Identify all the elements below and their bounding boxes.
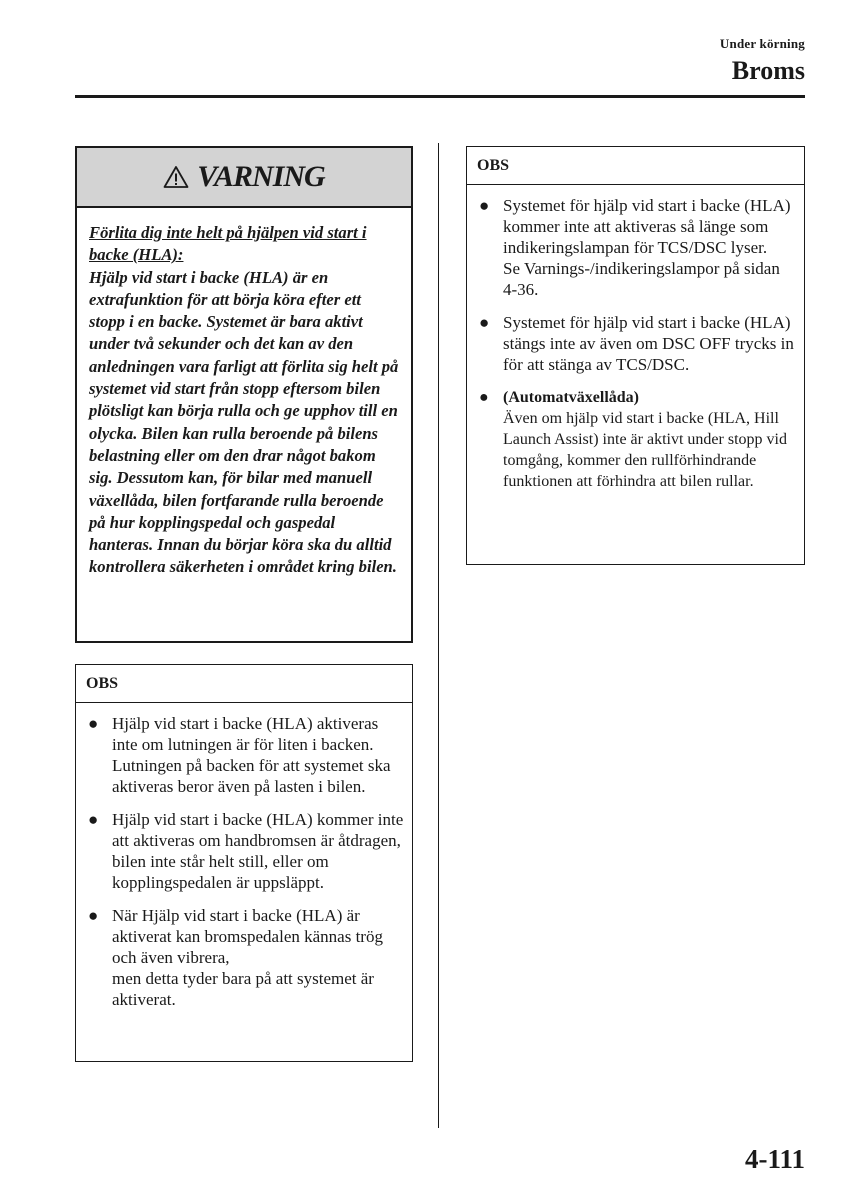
obs-list [76,703,412,1010]
bullet-icon: ● [479,313,490,332]
list-item [479,195,796,300]
obs-box-right [466,146,805,565]
warning-body [77,208,411,587]
obs-list [467,185,804,492]
page-number: 4-111 [744,1144,805,1174]
page-title: Broms [731,56,805,85]
list-item-text: Hjälp vid start i backe (HLA) aktiveras inte om lutningen är för liten i backen. Lutningen på backen för att systemet ska aktiveras beror även på lasten i bilen. [112,714,391,796]
warning-header [77,148,411,208]
list-item-text: Hjälp vid start i backe (HLA) kommer inte att aktiveras om handbromsen är åtdragen, bilen inte står helt still, eller om kopplingspedalen är uppsläppt. [112,810,404,892]
warning-triangle-icon [163,165,189,189]
list-item [88,809,404,893]
warning-title: VARNING [197,160,325,193]
warning-box [75,146,413,643]
warning-lead: Förlita dig inte helt på hjälpen vid start i backe (HLA): [89,223,367,265]
bullet-icon: ● [88,714,99,733]
list-item-text: Systemet för hjälp vid start i backe (HLA) stängs inte av även om DSC OFF trycks in för att stänga av TCS/DSC. [503,313,794,374]
bullet-icon: ● [88,810,99,829]
list-item [88,713,404,797]
obs-title: OBS [467,147,804,185]
bullet-icon: ● [479,389,489,406]
bullet-icon: ● [88,906,99,925]
section-label: Under körning [719,36,805,51]
list-item-text: Även om hjälp vid start i backe (HLA, Hill Launch Assist) inte är aktivt under stopp vid tomgång, kommer den rullförhindrande funktionen att förhindra att bilen rullar. [503,410,787,490]
list-item [479,312,796,375]
list-item-text: Systemet för hjälp vid start i backe (HLA) kommer inte att aktiveras så länge som indikeringslampan för TCS/DSC lyser. Se Varnings-/indikeringslampor på sidan 4-36. [503,196,791,299]
header-rule [75,95,805,98]
bullet-icon: ● [479,196,490,215]
list-item [88,905,404,1010]
obs-box-left [75,664,413,1062]
list-item [479,387,796,492]
column-divider [438,143,439,1128]
list-item-lead: (Automatväxellåda) [503,389,639,406]
obs-title: OBS [76,665,412,703]
warning-text: Hjälp vid start i backe (HLA) är en extrafunktion för att börja köra efter ett stopp i en backe. Systemet är bara aktivt under två sekunder och det kan av den anledningen vara farligt att förlita sig helt på systemet vid start från stopp eftersom bilen plötsligt kan börja rulla och ge upphov till en olycka. Bilen kan rulla beroende på bilens belastning eller om den drar något bakom sig. Dessutom kan, för bilar med manuell växellåda, bilen fortfarande rulla beroende på hur kopplingspedal och gaspedal hanteras. Innan du börjar köra ska du alltid kontrollera säkerheten i området kring bilen. [89,267,399,577]
list-item-text: När Hjälp vid start i backe (HLA) är aktiverat kan bromspedalen kännas trög och även vibrera, men detta tyder bara på att systemet är aktiverat. [112,906,383,1009]
